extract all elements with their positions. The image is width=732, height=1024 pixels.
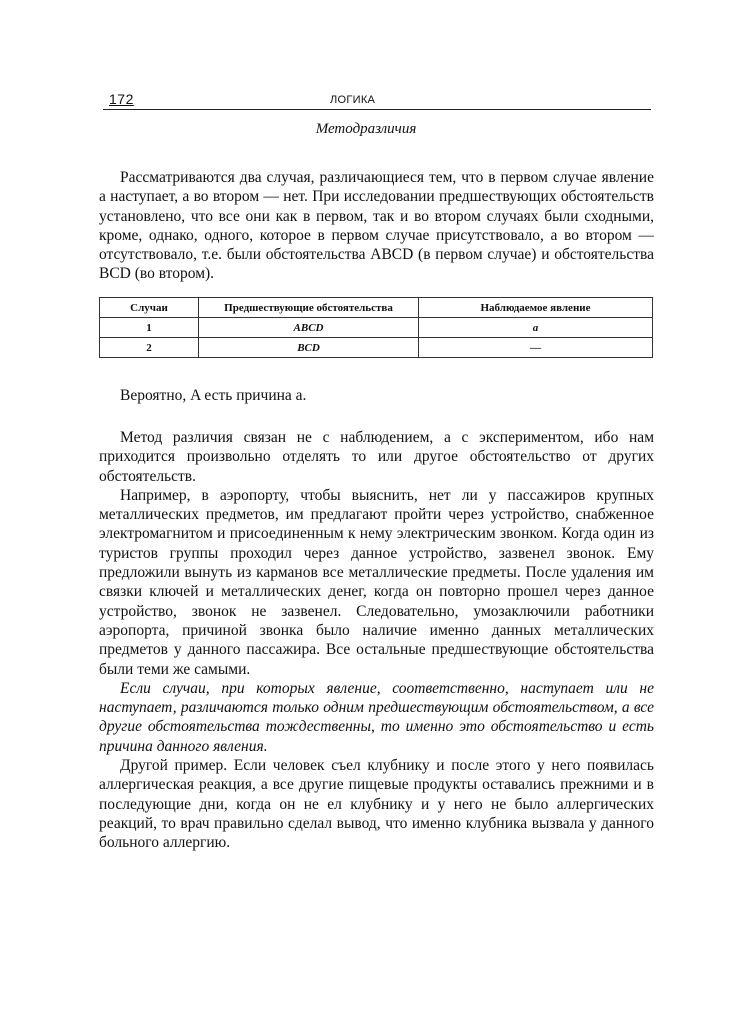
row-phenomenon: a <box>419 318 653 338</box>
conclusion-block <box>99 386 654 405</box>
body-text <box>99 428 654 853</box>
table-header-row <box>100 298 653 318</box>
row-phenomenon: — <box>419 338 653 358</box>
row-circumstances: BCD <box>199 338 419 358</box>
paragraph-rule: Если случаи, при которых явление, соответственно, наступает или не наступает, различаются только одним предшествующим обстоятельством, а все другие обстоятельства тождественны, то именно это обстоятельство и есть причина данного явления. <box>99 679 654 755</box>
header-title: ЛОГИКА <box>330 94 376 106</box>
row-circumstances: ABCD <box>199 318 419 338</box>
intro-text <box>99 168 654 284</box>
intro-paragraph: Рассматриваются два случая, различающиеся тем, что в первом случае явление a наступает, а во втором — нет. При исследовании предшествующих обстоятельств установлено, что все они как в первом, так и во втором случаях были сходными, кроме, однако, одного, которое в первом случае присутствовало, а во втором — отсутствовало, т.е. были обстоятельства ABCD (в первом случае) и обстоятельства BCD (во втором). <box>99 169 654 283</box>
table-row <box>100 318 653 338</box>
row-case: 2 <box>100 338 199 358</box>
header-phenomenon: Наблюдаемое явление <box>419 298 653 318</box>
header-circumstances: Предшествующие обстоятельства <box>199 298 419 318</box>
running-header <box>103 93 651 110</box>
page-number: 172 <box>109 91 134 107</box>
paragraph-second-example: Другой пример. Если человек съел клубнику и после этого у него появилась аллергическая реакция, а все другие пищевые продукты оставались прежними и в последующие дни, когда он не ел клубнику и у него не было аллергических реакций, то врач правильно сделал вывод, что именно клубника вызвала у данного больного аллергию. <box>99 757 654 852</box>
header-cases: Случаи <box>100 298 199 318</box>
section-title: Методразличия <box>315 121 417 137</box>
paragraph-airport-example: Например, в аэропорту, чтобы выяснить, нет ли у пассажиров крупных металлических предметов, им предлагают пройти через устройство, снабженное электромагнитом и присоединенным к нему электрическим звонком. Когда один из туристов группы проходил через данное устройство, зазвенел звонок. Ему предложили вынуть из карманов все металлические предметы. После удаления им связки ключей и металлических денег, когда он повторно прошел через данное устройство, звонок не зазвенел. Следовательно, умозаключили работники аэропорта, причиной звонка было наличие именно данных металлических предметов у данного пассажира. Все остальные предшествующие обстоятельства были теми же самыми. <box>99 486 654 678</box>
row-case: 1 <box>100 318 199 338</box>
table-row <box>100 338 653 358</box>
comparison-table <box>99 297 653 358</box>
paragraph-method: Метод различия связан не с наблюдением, а с экспериментом, ибо нам приходится произвольно отделять то или другое обстоятельство от других обстоятельств. <box>99 429 654 485</box>
conclusion-line: Вероятно, A есть причина a. <box>120 387 307 404</box>
